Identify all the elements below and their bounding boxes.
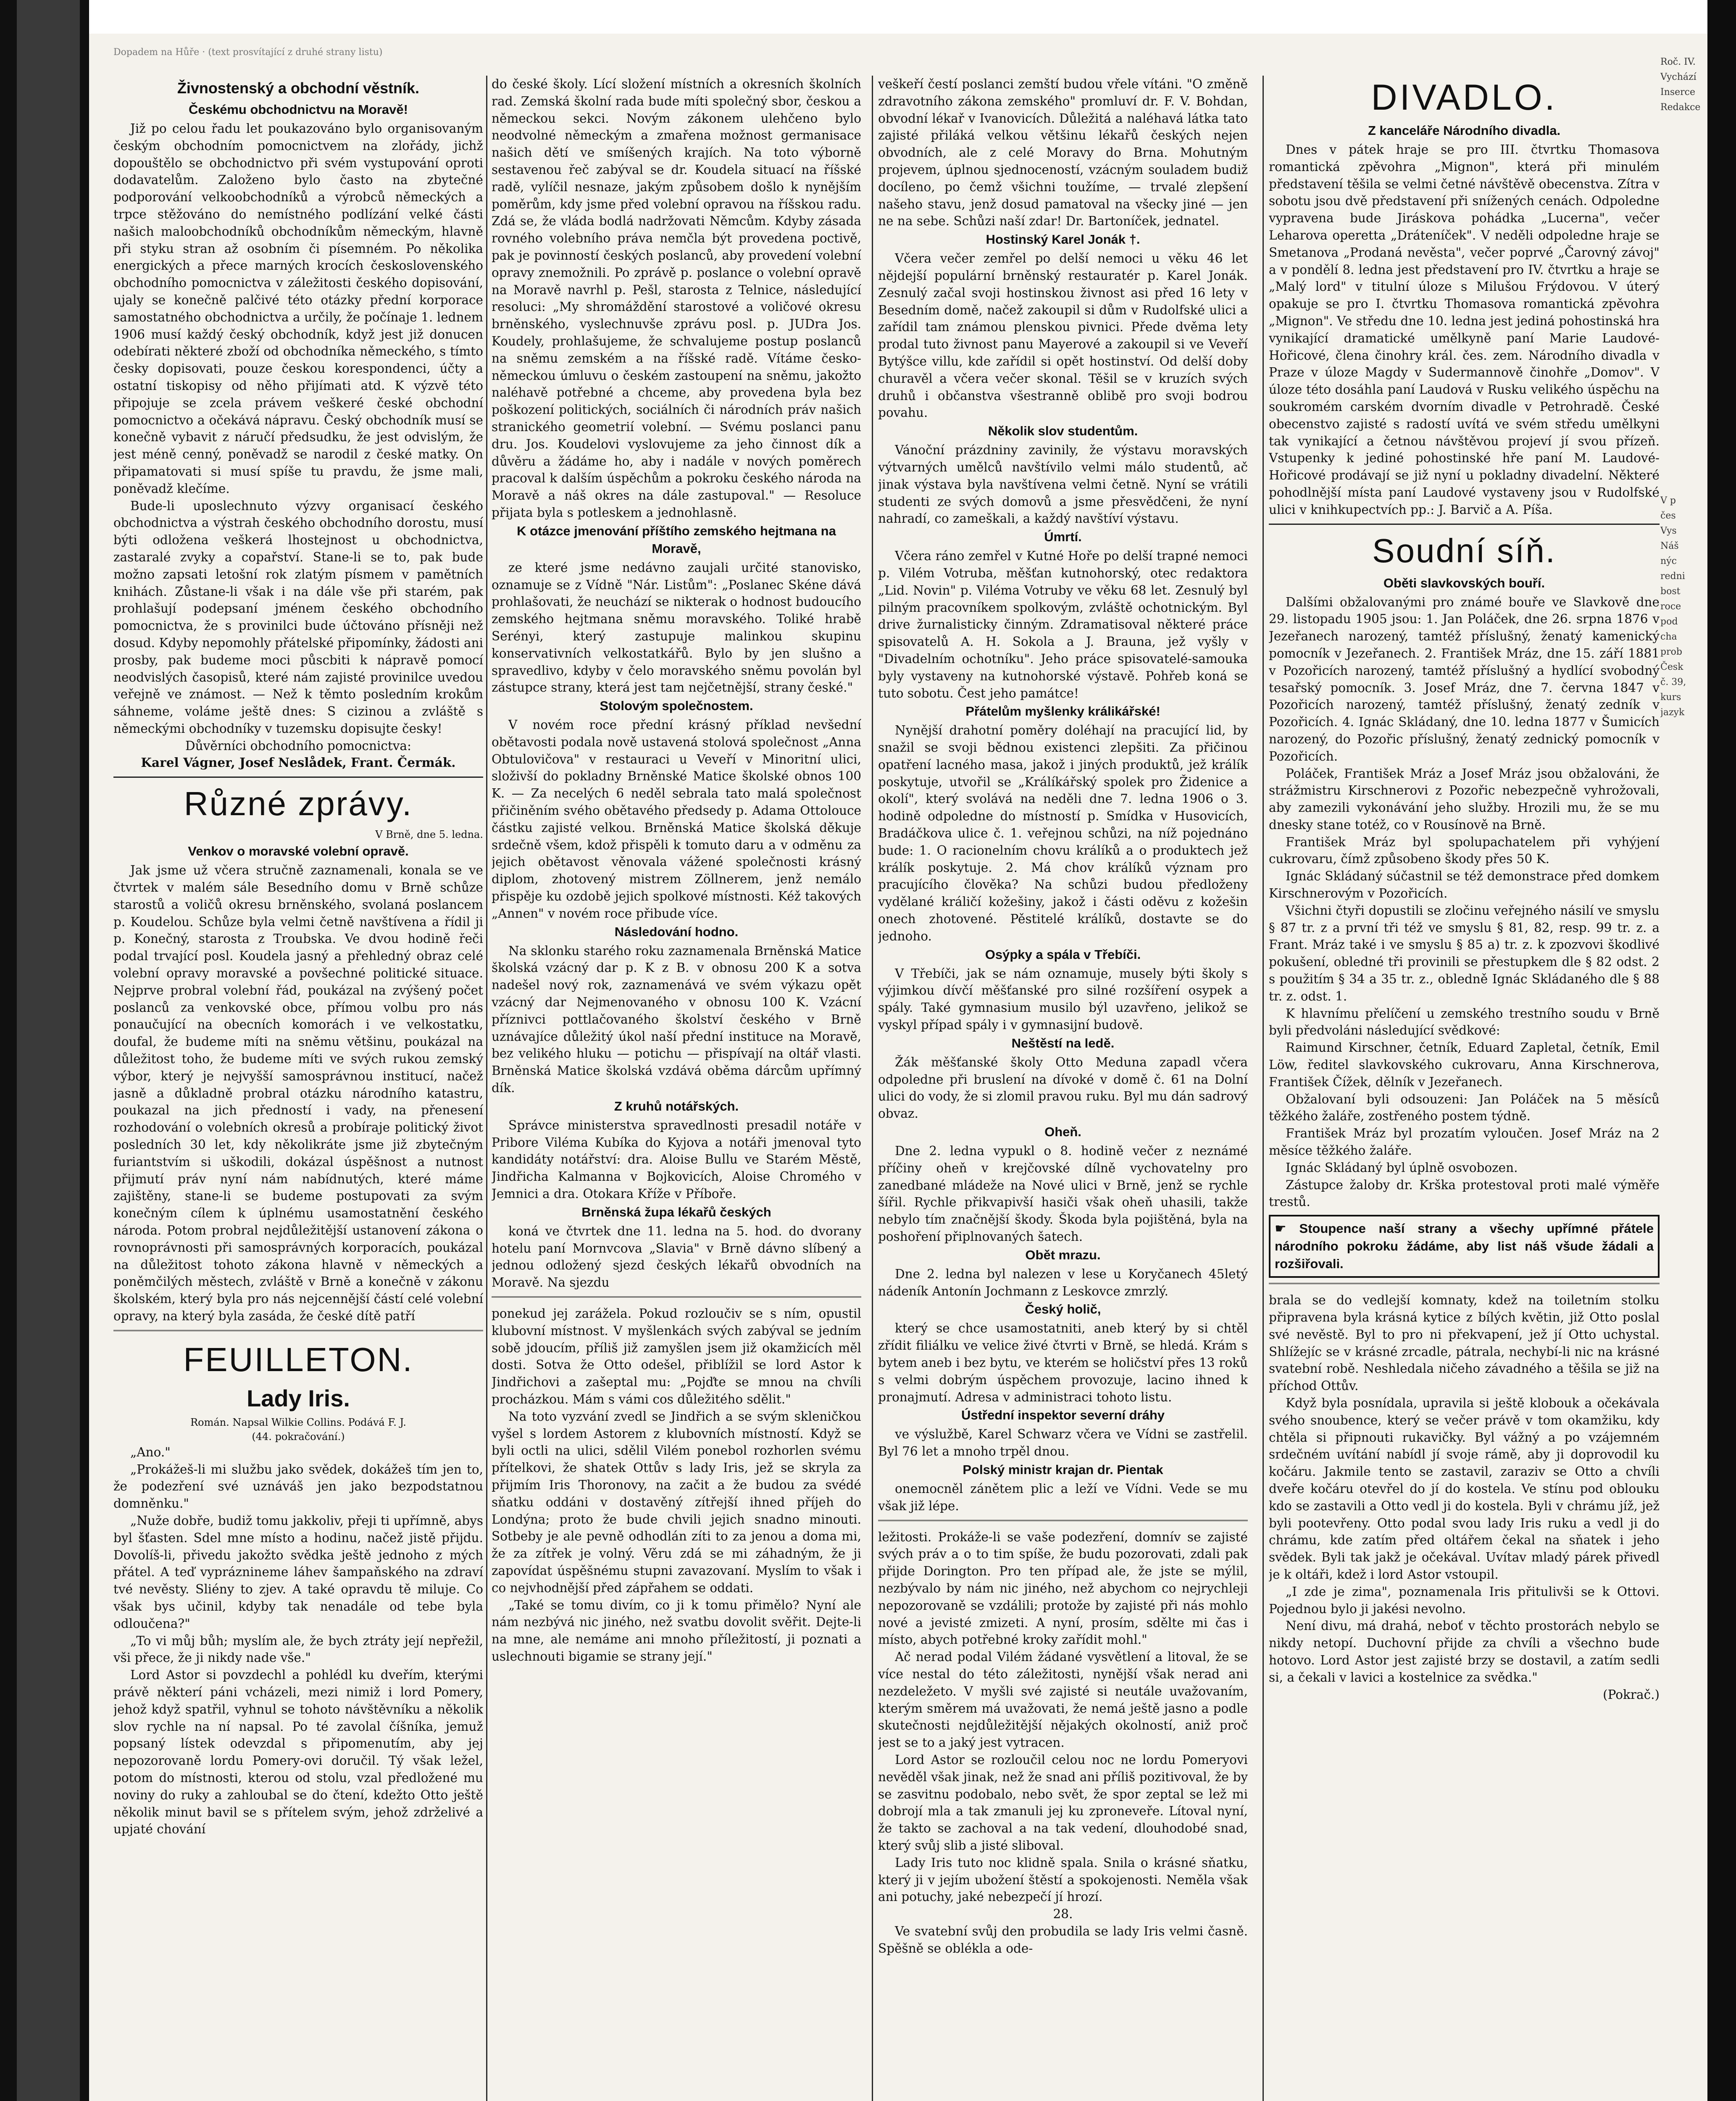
novel-paragraph: „Také se tomu divím, co ji k tomu přimělo? Nyní ale nám nezbývá nic jiného, než svatbu dovolit svěřit. Dejte-li na mne, ale nemáme ani mnoho příležitostí, ji poznati a uslechnouti bigamie se strany její."	[492, 1598, 861, 1664]
edge-fragment: Náš	[1660, 541, 1679, 551]
novel-paragraph: „Prokážeš-li mi službu jako svědek, dokážeš tím jen to, že podezření své uznáváš jen jako bezpodstatnou domněnku."	[113, 1462, 483, 1511]
next-page-edge	[1660, 55, 1707, 2101]
novel-paragraph: Lord Astor se rozloučil celou noc ne lordu Pomeryovi nevěděl však jinak, než že snad ani příliš pozitivoval, že by se zasvitnu podobalo, nebo svět, že spor zeptal se lež mi dobrojí mla a tak zmanuli jej ku zproneveře. Lítoval nyní, že takto se zachoval a na tak vedení, dlouhodobé snad, který svůj slib a jisté sliboval.	[878, 1752, 1248, 1853]
edge-fragment: bost	[1660, 586, 1681, 597]
section-title-court: Soudní síň.	[1372, 532, 1556, 569]
edge-fragment: Vychází	[1660, 72, 1697, 82]
article-paragraph: Bude-li uposlechnuto výzvy organisací českého obchodnictva a výstrah českého obchodního dorostu, musí býti odložena veškerá lhostejnost u obchodnictva, zastaralé zvyky a copařství. Stane-li se to, pak bude možno zapsati letošní rok zlatým písmem v pamětních knihách. Zůstane-li však i na dále vše při starém, pak prohlašují podepsaní jménem českého obchodního pomocnictva, že s provinilci bude účtováno přísněji než dosud. Kdyby nepomohly přátelské připomínky, žádosti ani prosby, pak budeme moci půscbiti k nápravě pomocí neodvislých časopisů, které nám zajisté provinilce uvedou veřejně ve známost. — Než k těmto posledním krokům sáhneme, voláme ještě dnes: S cizinou a zvláště s německými obchodníky v tuzemsku dopisujte česky!	[113, 498, 483, 736]
edge-gap	[1660, 115, 1707, 493]
divider	[113, 777, 483, 778]
article-heading: Polský ministr krajan dr. Pientak	[963, 1462, 1163, 1477]
edge-fragment: prob	[1660, 647, 1682, 657]
article-paragraph: Raimund Kirschner, četník, Eduard Zapletal, četník, Emil Löw, ředitel slavkovského cukrovaru, Anna Kirschnerova, František Čížek, dělník v Jezeřanech.	[1269, 1040, 1660, 1089]
article-paragraph: Obžalovaní byli odsouzeni: Jan Poláček na 5 měsíců těžkého žaláře, zostřeného postem týdně.	[1269, 1092, 1660, 1124]
article-heading: Českému obchodnictvu na Moravě!	[189, 102, 408, 117]
article-paragraph: Žák měšťanské školy Otto Meduna zapadl včera odpoledne při bruslení na dívoké v domě č. 61 na Dolní ulici do vody, že si zlomil pravou ruku. Byl mu dán sadrový obvaz.	[878, 1055, 1248, 1121]
novel-byline: Román. Napsal Wilkie Collins. Podává F. J.	[190, 1416, 406, 1428]
article-heading: Úmrtí.	[1044, 529, 1082, 545]
article-paragraph: V novém roce přední krásný příklad nevšední obětavosti podala nově ustavená stolová společnost „Anna Obtulovičova" v restauraci u Veveří v Minoritní ulici, složivší do pokladny Brněnské Matice školské obnos 100 K. — Za necelých 6 neděl sebrala tato malá společnost přičiněním svého obětavého předsedy p. Adama Ottolouce částku zajisté velkou. Brněnská Matice školská děkuje srdečně všem, kdož přispěli k tomuto daru a v odměnu za jejich obětavost věnovala vážené společnosti krásný diplom, zhotovený mistrem Zöllnerem, jenž nemálo přispěje ku ozdobě jejich spolkové místnosti. Kéž takových „Annen" v novém roce přibude více.	[492, 718, 861, 921]
article-heading: Neštěstí na ledě.	[1011, 1035, 1115, 1050]
scan-right-border	[1707, 0, 1736, 2101]
novel-paragraph: Když byla posnídala, upravila si ještě klobouk a očekávala svého snoubence, který se večer právě v tom okamžiku, kdy chtěla si připnouti rukavičky. Byl vážný a po vzájemném srdečném uvítání nabídl jí svoje rámě, aby ji doprovodil ku kočáru. Jakmile tento se zastavil, zaraziv se Otto a chvíli dveře kočáru otevřel do jí do kostela. Ve stínu pod oblouku kdo se zastavili a Otto vedl ji do kostela. Byli v chrámu jíž, jež byli pootevřeny. Otto podal svou lady Iris ruku a vedl ji do chrámu, kde zatím před oltářem čekal na sňatek i jeho svědek. Byli tak jakž je očekával. Uvítav mladý párek přivedl je k oltáři, kdež i lord Astor vstoupil.	[1269, 1396, 1660, 1582]
edge-fragment: Vys	[1660, 526, 1677, 536]
article-heading: Hostinský Karel Jonák †.	[986, 232, 1140, 247]
hand-pointer-icon: ☛	[1275, 1221, 1299, 1236]
novel-paragraph: Lord Astor si povzdechl a pohlédl ku dveřím, kterými právě některí páni vcházeli, mezi nimiž i lord Pomery, jehož když spatřil, vyhnul se tohoto návštěvníku a několik slov rychle na ní napsal. Po té zavolal číšníka, jemuž popsaný lístek odevzdal s připomenutím, aby jej nepozorovaně lordu Pomery-ovi doručil. Tý však ležel, potom do místnosti, kterou od stolu, vzal předložené mu noviny do ruky a zahloubal se do čtení, kdežto Otto ještě několik minut bavil se s přítelem svým, jehož zdrželivé a upjaté chování	[113, 1668, 483, 1837]
edge-fragment: Inserce	[1660, 87, 1696, 97]
column-4	[1269, 76, 1660, 2101]
edge-fragment: jazyk	[1660, 707, 1685, 718]
article-heading: Ústřední inspektor severní dráhy	[961, 1408, 1165, 1423]
article-heading: K otázce jmenování příštího zemského hejtmana na Moravě,	[517, 523, 836, 556]
signature-line: Důvěrníci obchodního pomocnictva:	[185, 738, 411, 753]
article-heading: Z kruhů notářských.	[614, 1098, 739, 1114]
novel-paragraph: brala se do vedlejší komnaty, kdež na toiletním stolku připravena byla krásná kytice z bílých květin, již Otto poslal své nevěstě. Byl to pro ni překvapení, jež jí Otto uchystal. Shlížejíc se v krásné zrcadle, pátrala, nechybí-li nic na krásné svatební robě. Neshledala ničeho závadného a těšila se již na příchod Ottův.	[1269, 1293, 1660, 1393]
article-paragraph: ze které jsme nedávno zaujali určité stanovisko, oznamuje se z Vídně "Nár. Listům": „Poslanec Skéne dává prohlašovati, že neuchází se nikterak o hodnost budoucího zemského hejtmana sněmu moravského. Toliké hrabě Serényi, který zastupuje malinkou skupinu konservativních velkostatkářů. Bylo by jen slušno a spravedlivo, kdyby v čelo moravského sněmu povolán byl zástupce strany, která jest tam nejčetnější, strany české."	[492, 560, 861, 695]
article-paragraph: Ignác Skládaný byl úplně osvobozen.	[1286, 1160, 1518, 1175]
article-heading: Oběti slavkovských bouří.	[1383, 575, 1545, 590]
scan-left-border-inner	[17, 0, 80, 2101]
continued-marker: (Pokrač.)	[1603, 1687, 1660, 1702]
article-heading: Stolovým společnostem.	[600, 698, 753, 713]
article-paragraph: Dne 2. ledna byl nalezen v lese u Koryčanech 45letý nádeník Antonín Jochmann z Leskovce zmrzlý.	[878, 1266, 1248, 1298]
edge-fragment: Redakce	[1660, 102, 1701, 113]
page-number: 28.	[1053, 1907, 1073, 1922]
novel-paragraph: „To vi můj bůh; myslím ale, že bych ztráty její nepřežil, vši přece, že ji nikdy nade vše."	[113, 1633, 483, 1665]
article-heading: Brněnská župa lékařů českých	[581, 1204, 771, 1219]
section-title-feuilleton: FEUILLETON.	[183, 1340, 413, 1378]
article-paragraph: Nynější drahotní poměry doléhají na pracující lid, by snažil se svoji bědnou existenci zlepšiti. Za přičinou opatření lacného masa, jakož i jiných produktů, jež králík poskytuje, utvořil se „Králíkářský spolek pro Židenice a okolí", který svolává na neděli dne 7. ledna 1906 o 3. hodině odpoledne do místností p. Smídka v Husovicích, Bradáčkova ulice č. 1. veřejnou schůzi, na níž pojednáno bude: 1. O racionelním chovu králíků a o produktech jež králík poskytuje. 2. Má chov králíků význam pro pracujícího člověka? Na schůzi budou předloženy vydělané králičí kožešiny, jakož i části oděvu z kožešin onech zhotovené. Pěstitelé králíků, dostavte se do jednoho.	[878, 723, 1248, 943]
article-paragraph: Včera večer zemřel po delší nemoci u věku 46 let nějdejší populární brněnský restauratér p. Karel Jonák. Zesnulý začal svoji hostinskou živnost asi před 16 lety v Besedním domě, načež zakoupil si dům v Rudolfské ulici a zařídil tam známou plenskou pivnici. Přede dvěma lety prodal tuto živnost panu Mayerové a zakoupil si ve Veveří Bytýšce villu, kde zařídil si opět hostinství. Od delší doby churavěl a včera večer skonal. Těšil se v kruzích svých druhů i občanstva všestranně oblibě pro svoji bodrou povahu.	[878, 251, 1248, 420]
article-heading: Přátelům myšlenky králikářské!	[965, 704, 1160, 719]
novel-title: Lady Iris.	[247, 1385, 350, 1411]
novel-paragraph: „Nuže dobře, budiž tomu jakkoliv, přeji ti upřímně, abys byl šťasten. Sdel mne místo a hodinu, načež jistě přijdu. Dovolíš-li, přivedu jakožto svědka ještě jednoho z mých přátel. A teď vypráznineme láhev šampaňského na zdraví tvé nevěsty. Sliény to zjev. A také opravdu tě miluje. Co však bys učinil, kdyby tak nenadále od tebe byla odloučena?"	[113, 1513, 483, 1631]
novel-paragraph: „I zde je zima", poznamenala Iris přitulivši se k Ottovi. Pojednou bylo ji jakési nevolno.	[1269, 1584, 1660, 1616]
article-paragraph: Již po celou řadu let poukazováno bylo organisovaným českým obchodním pomocnictvem na zlořády, jichž dopouštělo se obchodnictvo při svém vystupování oproti dodavatelům. Založeno bylo často na zbytečné podporování velkoobchodníků a výrobců německých a trpce stěžováno do nemístného podlízání velké části našich maloobchodníků obchodníkům německým, hlavně při styku stran až osobním či písemném. Po několika energických a přece marných krocích československého obchodního pomocnictva v záležitosti českého dopisování, ujaly se konečně palčivé této otázky přední korporace samostatného obchodnictva a určily, že počínaje 1. lednem 1906 musí každý český obchodník, když jest již donucen odebírati některé zboží od obchodníka německého, s tímto česky dopisovati, pouze českou korespondenci, účty a ostatní tiskopisy od něho přijímati atd. K výzvě této připojuje se zcela právem veškeré české obchodní pomocnictvo a očekává nápravu. Český obchodník musí se konečně vybavit z náručí předsudku, že jest odvislým, že jest méně cenný, poněvadž se narodil z české matky. On připamatovati si musí spíše tu pravdu, že jsme mali, poněvadž klečíme.	[113, 121, 483, 496]
article-paragraph: Správce ministerstva spravedlnosti presadil notáře v Pribore Viléma Kubíka do Kyjova a notáři jmenoval tyto kandidáty notářství: dra. Aloise Bullu ve Starém Městě, Jindřicha Kalmanna v Bojkovicích, Aloise Chromého v Jemnici a dra. Otokara Kříže v Příboře.	[492, 1118, 861, 1201]
bleed-through-text: Dopadem na Hůře · (text prosvítající z druhé strany listu)	[113, 47, 383, 58]
section-title-business: Živnostenský a obchodní věstník.	[177, 79, 420, 97]
article-paragraph: K hlavnímu přelíčení u zemského trestního soudu v Brně byli předvoláni následující svědkové:	[1269, 1006, 1660, 1038]
section-title-news: Různé zprávy.	[184, 785, 413, 823]
column-rule	[1263, 76, 1264, 2101]
article-paragraph: Včera ráno zemřel v Kutné Hoře po delší trapné nemoci p. Vilém Votruba, měšťan kutnohorský, otec redaktora „Lid. Novin" p. Viléma Votruby ve věku 68 let. Zesnulý byl pilným pracovníkem spolkovým, zvláště ochotnickým. Byl drive žurnalisticky činným. Zdramatisoval některé práce spisovatelů A. H. Sokola a J. Brauna, jež vyšly v "Divadelním ochotníku". Jeho práce spisovatelé-samouka byly vystaveny na kutnohorské výstavě. Pohřeb koná se tuto sobotu. Čest jeho památce!	[878, 549, 1248, 700]
edge-fragment: V p	[1660, 495, 1676, 506]
novel-continuation: (44. pokračování.)	[252, 1430, 345, 1443]
article-paragraph: Ignác Skládaný súčastnil se též demonstrace před domkem Kirschnerovým v Pozořicích.	[1269, 869, 1660, 901]
article-paragraph: František Mráz byl spolupachatelem při vyhýjení cukrovaru, čímž způsobeno škody přes 50 K.	[1269, 835, 1660, 866]
article-paragraph: Jak jsme už včera stručně zaznamenali, konala se ve čtvrtek v malém sále Besedního domu v Brně schůze starostů a voličů okresu brněnského, svolaná poslancem p. Koudelou. Schůze byla velmi četně navštívena a řídil ji p. Konečný, starosta z Troubska. Ve dvou hodině řeči podal trvající posl. Koudela jasný a přehledný obraz celé volební opravy moravské a povšechné politické situace. Nejprve probral volební řád, poukázal na zvýšený počet poslanců za venkovské obce, přímou volbu pro nás ponaučující na obecních komorách i ve velkostatku, doufal, že budeme míti na sněmu většinu, poukázal na důležitost toho, že budeme míti ve svých rukou zemský výbor, který je nejvyšší samosprávnou institucí, načež jasně a důkladně probral otázku národního katastru, poukazal na jich předností i vady, na přenesení rozhodování o volebních okresů a probíraje politický život posledních 30 let, kdy několikráte jsme již zbytečným furiantstvím si uškodili, dokázal úspěšnost a nutnost přijmutí práv nyní nám nabídnutých, které máme zajištěny, stane-li se budeme postupovati za svým konečným cílem k úplnému usamostatnění českého národa. Potom probral nejdůležitější ustanovení zákona o rovnoprávnosti při samosprávných korporacích, poukázal na důležitost tohoto zákona hlavně v německých a poněmčilých městech, zvláště v Brně a konečně v zákonu školském, který byla pro nás nejcennější částí celé volební opravy, na který byla zasáda, že české dítě patří	[113, 863, 483, 1323]
section-title-theatre: DIVADLO.	[1371, 77, 1557, 118]
column-rule	[486, 76, 487, 2101]
article-heading: Oheň.	[1044, 1124, 1081, 1140]
novel-paragraph: Ve svatební svůj den probudila se lady Iris velmi časně. Spěšně se oblékla a ode-	[878, 1924, 1248, 1956]
edge-fragment: Roč. IV.	[1660, 57, 1696, 67]
edge-fragment: pod	[1660, 616, 1678, 627]
column-rule	[872, 76, 873, 2101]
edge-fragment: č. 39,	[1660, 677, 1686, 687]
dateline: V Brně, dne 5. ledna.	[375, 829, 483, 841]
edge-fragment: Česk	[1660, 662, 1683, 672]
article-paragraph: Vánoční prázdniny zavinily, že výstavu moravských výtvarných umělců navštívilo velmi málo studentů, ač jinak výstava byla navštívena velmi četně. Nyní se vrátili studenti ze svých domovů a jsme přesvědčeni, že nyní nahradí, co zameškali, a každý navštíví výstavu.	[878, 443, 1248, 526]
divider	[113, 1330, 483, 1334]
article-heading: Venkov o moravské volební opravě.	[188, 844, 409, 859]
novel-paragraph: ponekud jej zarážela. Pokud rozloučiv se s ním, opustil klubovní místnost. V myšlenkách svých zabýval se jedním sobě jdoucím, příliš již zamyšlen jsem již okamžicích měl dosti. Sotva že Otto odešel, přiblížil se lord Astor k Jindřichovi a zašeptal mu: „Pojďte se mnou na chvíli procházkou. Mám s vámi cos důležitého sdělit."	[492, 1306, 861, 1406]
divider	[878, 1520, 1248, 1524]
edge-fragment: redni	[1660, 571, 1685, 582]
article-paragraph: Poláček, František Mráz a Josef Mráz jsou obžalováni, že strážmistru Kirschnerovi z Pozořic nebezpečně vyhrožovali, aby zamezili vykonávání jeho služby. Hrozili mu, že se mu dnesky stane totéž, co v Rousínově na Brně.	[1269, 766, 1660, 832]
article-paragraph: koná ve čtvrtek dne 11. ledna na 5. hod. do dvorany hotelu paní Mornvcova „Slavia" v Brně dávno slíbený a jednou odložený sjezd českých lékařů obvodních na Moravě. Na sjezdu	[492, 1224, 861, 1290]
signature-names: Karel Vágner, Josef Neslådek, Frant. Čermák.	[141, 755, 456, 770]
article-heading: Několik slov studentům.	[988, 424, 1138, 439]
article-paragraph: V Třebíči, jak se nám oznamuje, musely býti školy s výjimkou dívčí měšťanské pro silné rozšíření osypek a spály. Také gymnasium musilo býl uzavřeno, jelikož se vyskyl případ spály i v gymnasijní budově.	[878, 966, 1248, 1032]
article-paragraph: Zástupce žaloby dr. Krška protestoval proti malé výměře trestů.	[1269, 1177, 1660, 1209]
column-1	[113, 76, 483, 2101]
scan-left-border	[0, 0, 89, 2101]
article-paragraph: František Mráz byl prozatím vyloučen. Josef Mráz na 2 měsíce těžkého žaláře.	[1269, 1126, 1660, 1158]
novel-paragraph: Ač nerad podal Vilém žádané vysvětlení a litoval, že se více nestal do této záležitosti, nynější však nerad ani nezdeležeto. V myšli své zajisté si neutále uvažovaním, kterým směrem má uvažovati, že nemá ještě jasno a podle skutečnosti nejdůležitější nějakých okolností, aniž proč jest se to a jaký jest vytracen.	[878, 1650, 1248, 1750]
article-paragraph: onemocněl zánětem plic a leží ve Vídni. Vede se mu však již lépe.	[878, 1481, 1248, 1513]
novel-paragraph: ležitosti. Prokáže-li se vaše podezření, domnív se zajisté svých práv a o to tim spíše, že budu pozorovati, zdali pak přijde Dorington. Pro ten případ ale, že jste se mýlil, nezbývalo by nám nic jiného, než abychom co nejrychleji nepozorovaně se vzdálili; protože by zajisté při nás mohlo nové a jevisté zmizeti. A nyní, prosím, sdělte mi čas i místo, abych potřebné kroky zařídit mohl."	[878, 1530, 1248, 1647]
article-heading: Následování hodno.	[614, 924, 739, 939]
edge-fragment: cha	[1660, 632, 1677, 642]
novel-paragraph: Není divu, má drahá, neboť v těchto prostorách nebylo se nikdy netopí. Duchovní přijde za chvíli a všechno bude hotovo. Lord Astor jest zajisté brzy se dostavil, a zatím sedli si, a čekali v lavici a kostelnice za svědka."	[1269, 1619, 1660, 1685]
article-paragraph: který se chce usamostatniti, aneb který by si chtěl zřídit filiálku ve velice živé čtvrti v Brně, se hledá. Krám s bytem aneb i bez bytu, ve kterém se holičství přes 13 roků s velmi dobrým úspěchem provozuje, lacino ihned k pronajmutí. Adresa v administraci tohoto listu.	[878, 1321, 1248, 1404]
article-paragraph: Dne 2. ledna vypukl o 8. hodině večer z neznámé příčiny oheň v krejčovské dílně vychovatelny pro zanedbané mládeže na Nové ulici v Brně, jenž se rychle šířil. Rychle přikvapivší hasiči však oheň uhasili, takže nebylo tím značnější škody. Škoda byla pojištěná, byla na poshoření připlnovaných šatech.	[878, 1144, 1248, 1244]
notice-text: Stoupence naší strany a všechy upřímné přátele národního pokroku žádáme, aby list náš všude žádali a rozšiřovali.	[1275, 1221, 1654, 1272]
article-paragraph: ve výslužbě, Karel Schwarz včera ve Vídni se zastřelil. Byl 76 let a mnoho trpěl dnou.	[878, 1427, 1248, 1459]
article-paragraph: veškeří čestí poslanci zemští budou vřele vítáni. "O změně zdravotního zákona zemského" promluví dr. F. V. Bohdan, obvodní lékař v Ivanovicích. Důležitá a naléhavá látka tato zajisté přiláká velkou většinu lékařů českých nejen obvodních, ale z celé Moravy do Brna. Mohutným projevem, úplnou sjednoceností, vzácným souladem budiž docíleno, po čemž všichni toužíme, — trvalé zlepšení našeho stavu, jenž dosud pamatoval na všecky jiné — jen ne na sebe. Schůzi naší zdar! Dr. Bartoníček, jednatel.	[878, 77, 1248, 229]
article-paragraph: Na sklonku starého roku zaznamenala Brněnská Matice školská vzácný dar p. K z B. v obnosu 200 K a sotva nadešel nový rok, zaznamenává ve svém výkazu opět vzácný dar Nejmenovaného v obnosu 100 K. Vzácní příznivci pottlačovaného školství českého v Brně uznávajíce důležitý úkol naší přední instituce na Moravě, bez velikého hluku — potichu — přispívají na oltář vlasti. Brněnská Matice školská vzdává oběma dárcům upřímný dík.	[492, 943, 861, 1095]
party-notice	[1269, 1215, 1660, 1278]
edge-fragment: čes	[1660, 511, 1676, 521]
edge-fragment: roce	[1660, 601, 1681, 612]
divider	[492, 1296, 861, 1300]
edge-fragment: kurs	[1660, 692, 1681, 703]
novel-paragraph: Lady Iris tuto noc klidně spala. Snila o krásné sňatku, který ji v jejím ubožení štěstí a spokojenosti. Neměla však ani potuchy, jaké nebezpečí jí hrozí.	[878, 1855, 1248, 1904]
article-paragraph: Dalšími obžalovanými pro známé bouře ve Slavkově dne 29. listopadu 1905 jsou: 1. Jan Poláček, dne 26. srpna 1876 v Jezeřanech narozený, tamtéž příslušný, ženatý kamenický pomocník v Jezeřanech. 2. František Mráz, dne 15. září 1881 v Pozořicích narozený, tamtéž příslušný a hydlící svobodný tesařský pomocník. 3. Josef Mráz, dne 7. června 1847 v Pozořicích narozený, tamtéž příslušný, ženatý zedník v Pozořicích. 4. Ignác Skládaný, dne 10. ledna 1877 v Šumicích narozený, do Pozořic příslušný, ženatý zednický pomocník v Pozořicích.	[1269, 595, 1660, 764]
article-paragraph: Dnes v pátek hraje se pro III. čtvrtku Thomasova romantická zpěvohra „Mignon", která při minulém představení těšila se velmi četné návštěvě obecenstva. Zítra v sobotu jsou dvě představení při snížených cenách. Odpoledne vypravena bude Jiráskova pohádka „Lucerna", večer Leharova operetta „Dráteníček". V neděli odpoledne hraje se Smetanova „Prodaná nevěsta", večer poprvé „Čarovný závoj" a v pondělí 8. ledna jest představení pro IV. čtvrtku a hraje se „Malý lord" v titulní úloze s Milušou Frýdovou. V úterý opakuje se pro I. čtvrtku Thomasova romantická zpěvohra „Mignon". Ve středu dne 10. ledna jest jediná pohostinská hra vynikající dramatické umělkyně paní Marie Laudové-Hořicové, člena činohry král. čes. zem. Národního divadla v Praze v úloze Magdy v Sudermannově činohře „Domov". V úloze této dosáhla paní Laudová v Rusku velikého úspěchu na soukromém carském dvorním divadle v Petrohradě. České obecenstvo zajisté s radostí uvítá ve svém středu umělkyni tak vynikající a četnou návštěvou projeví jí svou přízeň. Vstupenky k jediné pohostinské hře paní M. Laudové-Hořicové prodávají se již nyní u pokladny divadelní. Některé pohodlnější místa paní Laudové vystaveny jsou v Rudolfské ulici v knihkupectvích pp.: J. Barvič a A. Píša.	[1269, 142, 1660, 517]
article-heading: Český holič,	[1025, 1302, 1101, 1317]
divider	[1269, 1283, 1660, 1287]
article-paragraph: do české školy. Lící složení místních a okresních školních rad. Zemská školní rada bude míti společný sbor, českou a německou sekci. Novým zákonem ulehčeno bylo neodvolné německým a zmařena možnost germanisace našich dětí ve smíšených krajích. Na toto výborně sestavenou řeč zabýval se dr. Koudela situací na říšské radě, vylíčil nesnaze, jakým způsobem došlo k nynějším poměrům, kdy jsme před volební opravou na říšskou radu. Zdá se, že vláda bodlá nadržovati Němcům. Kdyby zásada rovného volebního práva nemčla být provedena poctivě, pak je povinností českých poslanců, aby provedení volební opravy znemožnili. Po zprávě p. poslance o volební opravě na Moravě navrhl p. Pešl, starosta z Telnice, následující resoluci: „My shromáždění starostové a voličové okresu brněnského, vyslechnuvše zprávu posl. p. JUDra Jos. Koudely, prohlašujeme, že schvalujeme postup poslanců na sněmu zemském a na říšské radě. Vítáme česko-německou úmluvu o českém zastoupení na sněmu, jakožto naléhavě potřebné a chceme, aby provedena byla bez poškození politických, sociálních či národních práv našich stranického geometrií volební. — Svému poslanci panu dru. Jos. Koudelovi vyslovujeme za jeho činnost dík a důvěru a žádáme ho, aby i nadále v nových poměrech pracoval k dalším úspěchům a pokroku českého národa na Moravě a náš okres na dále zastupoval." — Resoluce přijata byla s potleskem a jednohlasně.	[492, 77, 861, 520]
column-3	[878, 76, 1248, 2101]
divider	[1269, 524, 1660, 525]
edge-fragment: nýc	[1660, 556, 1677, 566]
novel-paragraph: „Ano."	[130, 1445, 171, 1459]
article-heading: Obět mrazu.	[1025, 1247, 1101, 1262]
column-2	[492, 76, 861, 2101]
article-heading: Z kanceláře Národního divadla.	[1368, 123, 1561, 138]
novel-paragraph: Na toto vyzvání zvedl se Jindřich a se svým skleničkou vyšel s lordem Astorem z klubovních místností. Když se byli octli na ulici, sdělil Vilém ponebol rozhorlen svému přítelkovi, že shatek Ottův s lady Iris, jež se skryla za přijmím Iris Thoronovy, na začit a že budou za svédé sňatku oddáni v dostavěný zítřejší ihned příjeh do Londýna; proto že bude chvili jejich snadno minouti. Sotbeby je ale pevně odhodlán zíti to za jenou a doma mi, že za zítřek je volný. Věru zdá se mi záhadným, že ji zapovídat úspěšnému stupni zavazovaní. Myslím to však i co nejvhodnější před zápřahem se oddati.	[492, 1409, 861, 1595]
article-heading: Osýpky a spála v Třebíči.	[985, 947, 1141, 962]
article-paragraph: Všichni čtyři dopustili se zločinu veřejného násilí ve smyslu § 87 tr. z a první tři též ve smyslu § 81, 82, resp. 99 tr. z. a Frant. Mráz také i ve smyslu § 85 a) tr. z. k zpozvovi škodlivé pokušení, obledné tři provinili se přestupkem dle § 82 odst. 2 s použitím § 34 a 35 tr. z., obledně Ignác Skládaného dle § 88 tr. z. odst. 1.	[1269, 903, 1660, 1003]
